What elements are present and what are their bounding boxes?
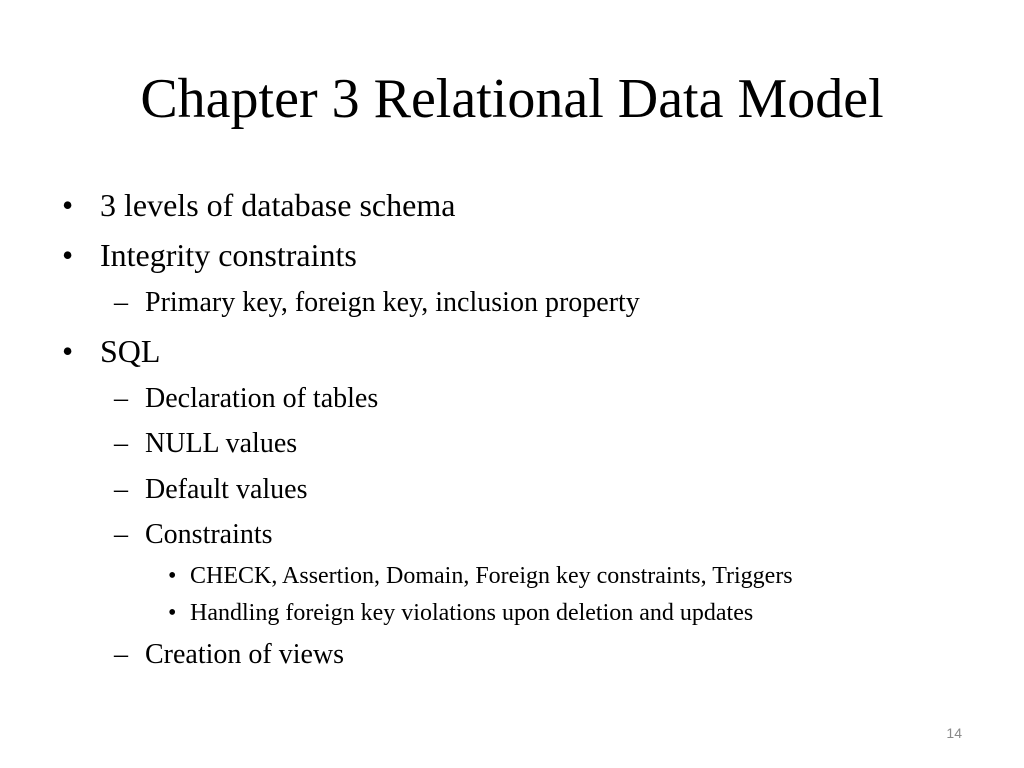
list-item (60, 230, 980, 280)
list-item (60, 632, 980, 678)
bullet-icon: • (62, 187, 74, 223)
list-item-text: Constraints (145, 519, 273, 550)
bullet-icon: • (168, 599, 177, 626)
list-item-text: Creation of views (145, 638, 345, 670)
bullet-icon: • (168, 562, 177, 589)
page-number: 14 (946, 725, 962, 741)
list-item (60, 512, 980, 558)
dash-icon: – (114, 382, 128, 414)
list-item (60, 376, 980, 422)
dash-icon: – (114, 473, 128, 505)
list-item (60, 280, 980, 326)
list-item (60, 326, 980, 376)
list-item (60, 558, 980, 595)
dash-icon: – (114, 428, 128, 459)
dash-icon: – (114, 638, 128, 670)
list-item-text: CHECK, Assertion, Domain, Foreign key constraints, Triggers (190, 562, 793, 589)
list-item-text: Integrity constraints (100, 237, 357, 273)
bullet-icon: • (62, 237, 74, 273)
list-item (60, 595, 980, 632)
dash-icon: – (114, 287, 128, 318)
list-item (60, 421, 980, 467)
list-item-text: Declaration of tables (145, 382, 379, 414)
slide-title: Chapter 3 Relational Data Model (140, 68, 884, 130)
list-item-text: NULL values (145, 428, 298, 459)
list-item-text: Handling foreign key violations upon deletion and updates (190, 599, 754, 626)
list-item-text: Default values (145, 473, 308, 505)
bullet-list (60, 180, 980, 677)
list-item-text: 3 levels of database schema (100, 187, 456, 223)
list-item (60, 180, 980, 230)
dash-icon: – (114, 519, 128, 550)
list-item-text: SQL (100, 332, 161, 369)
list-item-text: Primary key, foreign key, inclusion property (145, 287, 640, 318)
bullet-icon: • (62, 332, 74, 369)
list-item (60, 467, 980, 513)
